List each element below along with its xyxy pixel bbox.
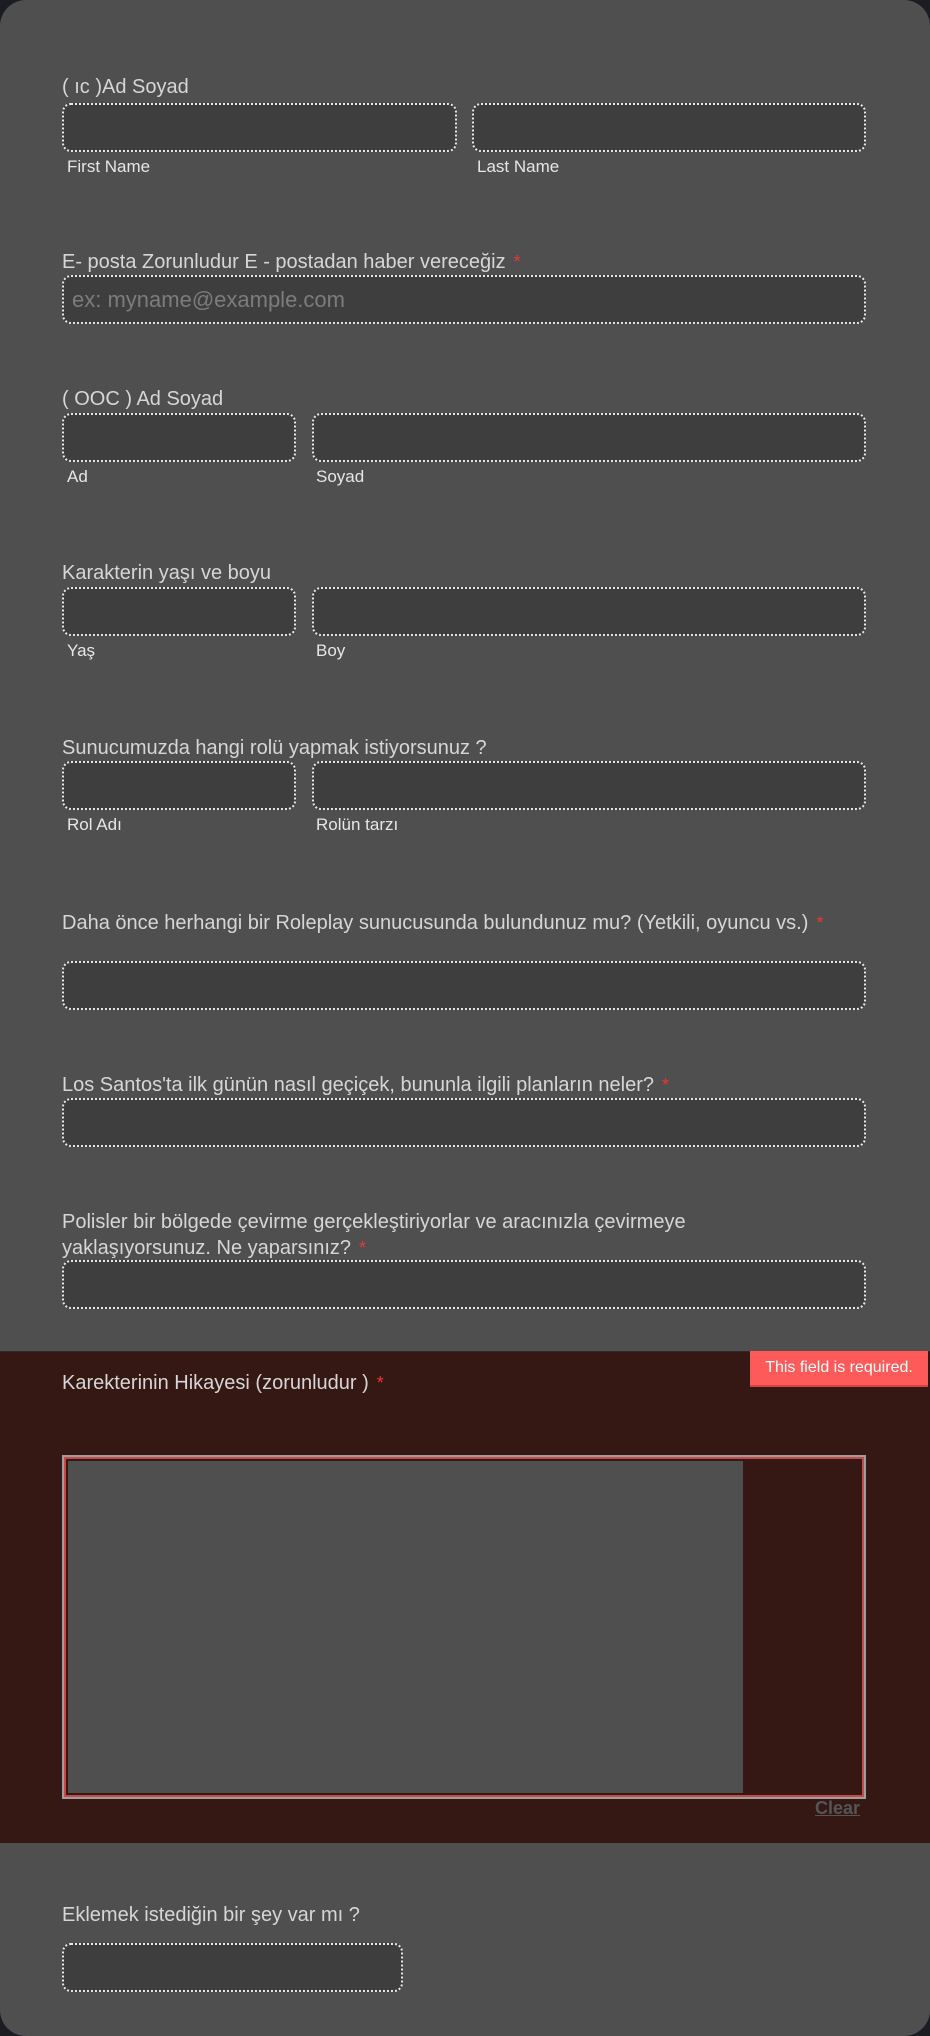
age-height-label: Karakterin yaşı ve boyu <box>62 562 271 584</box>
required-asterisk: * <box>816 913 824 933</box>
age-input[interactable] <box>62 587 296 636</box>
role-label: Sunucumuzda hangi rolü yapmak istiyorsunuz ? <box>62 737 487 759</box>
last-name-sublabel: Last Name <box>477 157 560 176</box>
soyad-sublabel: Soyad <box>316 467 365 486</box>
ic-last-name-input[interactable] <box>472 103 866 152</box>
age-sublabel: Yaş <box>67 641 96 660</box>
ad-sublabel: Ad <box>67 467 88 486</box>
story-label-text: Karekterinin Hikayesi (zorunludur ) <box>62 1372 369 1394</box>
ooc-first-name-input[interactable] <box>62 413 296 462</box>
required-asterisk: * <box>376 1373 384 1393</box>
role-style-input[interactable] <box>312 761 866 810</box>
email-placeholder: ex: myname@example.com <box>72 287 345 312</box>
height-sublabel: Boy <box>316 641 346 660</box>
error-tooltip: This field is required. <box>750 1351 928 1387</box>
role-style-sublabel: Rolün tarzı <box>316 815 399 834</box>
required-asterisk: * <box>661 1075 669 1095</box>
email-input[interactable] <box>62 275 866 324</box>
extra-input[interactable] <box>62 1943 403 1992</box>
ooc-name-label: ( OOC ) Ad Soyad <box>62 388 224 410</box>
required-asterisk: * <box>513 252 521 272</box>
experience-label-text: Daha önce herhangi bir Roleplay sunucusunda bulundunuz mu? (Yetkili, oyuncu vs.) <box>62 912 809 934</box>
experience-input[interactable] <box>62 961 866 1010</box>
first-day-label-text: Los Santos'ta ilk günün nasıl geçiçek, bununla ilgili planların neler? <box>62 1074 654 1096</box>
first-day-label <box>62 1072 872 1098</box>
role-name-input[interactable] <box>62 761 296 810</box>
height-input[interactable] <box>312 587 866 636</box>
role-name-sublabel: Rol Adı <box>67 815 122 834</box>
required-asterisk: * <box>359 1238 367 1258</box>
ic-name-label: ( ıc )Ad Soyad <box>62 76 189 98</box>
police-input[interactable] <box>62 1260 866 1309</box>
first-name-sublabel: First Name <box>67 157 151 176</box>
extra-label: Eklemek istediğin bir şey var mı ? <box>62 1904 360 1926</box>
police-label <box>62 1209 822 1261</box>
police-label-text: Polisler bir bölgede çevirme gerçekleştiriyorlar ve aracınızla çevirmeye yaklaşıyorsunuz. Ne yaparsınız? <box>62 1211 686 1259</box>
clear-link[interactable]: Clear <box>815 1798 861 1818</box>
email-label <box>62 249 872 275</box>
story-label <box>62 1370 872 1396</box>
email-label-text: E- posta Zorunludur E - postadan haber vereceğiz <box>62 251 506 273</box>
ic-first-name-input[interactable] <box>62 103 457 152</box>
story-textarea[interactable] <box>62 1455 866 1799</box>
experience-label <box>62 910 872 936</box>
first-day-input[interactable] <box>62 1098 866 1147</box>
story-textarea-area[interactable] <box>68 1461 743 1793</box>
ooc-last-name-input[interactable] <box>312 413 866 462</box>
